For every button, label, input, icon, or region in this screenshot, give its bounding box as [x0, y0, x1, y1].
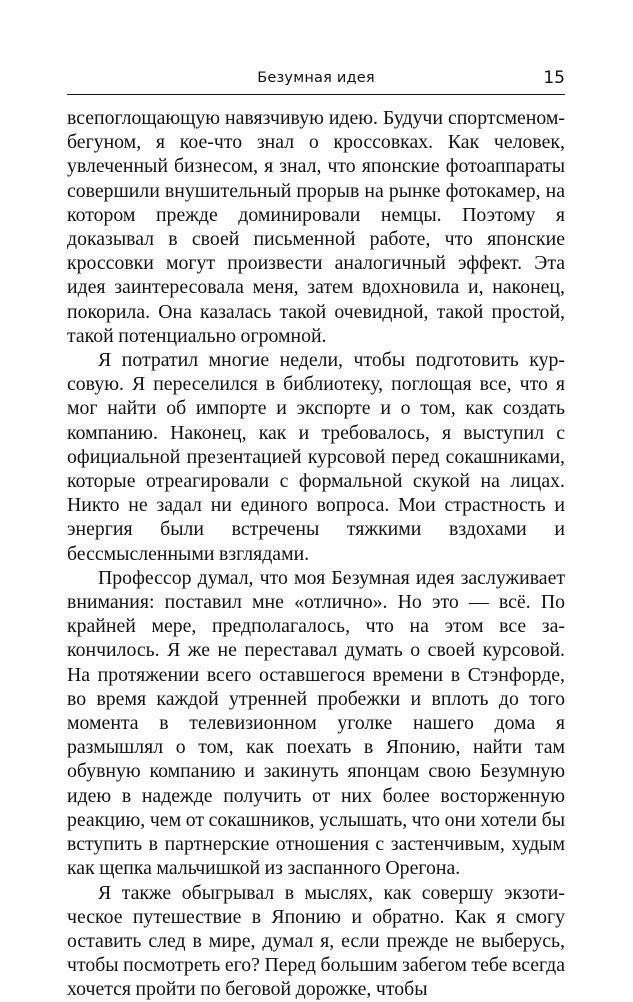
- running-title: Безумная идея: [257, 70, 375, 86]
- paragraph-continuation: всепоглощающую навязчивую идею. Будучи спортсменом-бегуном, я кое-что знал о кроссовках. Как человек, увлеченный бизнесом, я знал, что японские фотоаппараты совершили внушительный прорыв на рынке фотокамер, на котором прежде доминировали немцы. Поэтому я доказывал в своей письменной работе, что японские кроссовки могут произвести аналогичный эффект. Эта идея заинтересовала меня, затем вдохновила и, наконец, покорила. Она казалась такой очевидной, такой простой, такой потенциально огромной.: [67, 107, 565, 347]
- page-number: 15: [543, 68, 565, 88]
- paragraph: Профессор думал, что моя Безумная идея заслуживает внимания: поставил мне «отлично». Но это — всё. По крайней мере, предполагалось, что на этом все закончилось. Я же не переставал думать о своей курсовой. На протяжении всего оставшегося времени в Стэнфорде, во время каждой утренней пробежки и вплоть до того момента в телевизионном уголке нашего дома я размышлял о том, как поехать в Японию, найти там обувную компанию и закинуть японцам свою Безумную идею в надежде получить от них более восторженную реакцию, чем от сокашников, услышать, что они хотели бы вступить в партнерские отношения с застенчивым, худым как щепка мальчишкой из заспанного Орегона.: [67, 566, 565, 880]
- paragraph: Я также обыгрывал в мыслях, как совершу экзотическое путешествие в Японию и обратно. Как я смогу оставить след в мире, думал я, если прежде не выберусь, чтобы посмотреть его? Перед большим забегом тебе всегда хочется пройти по беговой дорожке, чтобы: [67, 881, 565, 1001]
- running-header: [67, 60, 565, 95]
- body-text: [67, 106, 565, 1002]
- paragraph: Я потратил многие недели, чтобы подготовить курсовую. Я переселился в библиотеку, поглощая все, что я мог найти об импорте и экспорте и о том, как создать компанию. Наконец, как и требовалось, я выступил с официальной презентацией курсовой перед сокашниками, которые отреагировали с формальной скукой на лицах. Никто не задал ни единого вопроса. Мои страстность и энергия были встречены тяжкими вздохами и бессмысленными взглядами.: [67, 349, 565, 565]
